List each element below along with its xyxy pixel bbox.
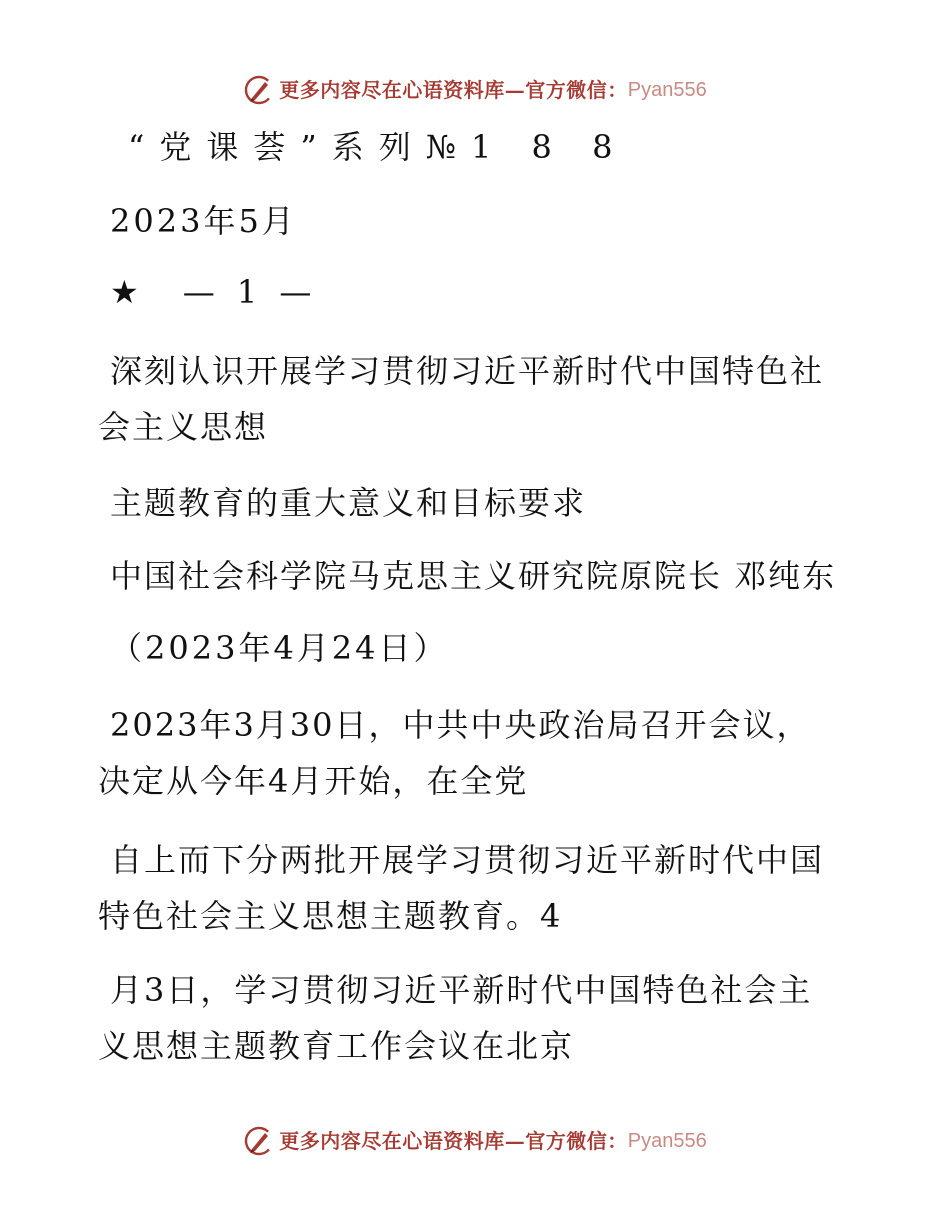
watermark-handle: Pyan556 xyxy=(627,1130,707,1152)
watermark-text: 更多内容尽在心语资料库—官方微信： xyxy=(279,78,628,102)
quill-pen-circle-icon xyxy=(243,1125,275,1157)
header-watermark xyxy=(0,74,950,106)
paragraph-1: 2023年3月30日，中共中央政治局召开会议，决定从今年4月开始，在全党 xyxy=(98,706,811,800)
watermark-handle: Pyan556 xyxy=(627,79,707,101)
article-author-date: （2023年4月24日） xyxy=(110,629,449,667)
series-title: “党课荟”系列№1 8 8 xyxy=(128,128,628,166)
document-date: 2023年5月 xyxy=(110,202,297,240)
article-author: 中国社会科学院马克思主义研究院原院长 邓纯东 xyxy=(110,557,837,595)
article-title: 深刻认识开展学习贯彻习近平新时代中国特色社会主义思想 xyxy=(98,352,825,446)
page-marker: ★ — 1 — xyxy=(110,273,318,311)
paragraph-3: 月3日，学习贯彻习近平新时代中国特色社会主义思想主题教育工作会议在北京 xyxy=(98,971,813,1065)
quill-pen-circle-icon xyxy=(243,74,275,106)
footer-watermark xyxy=(0,1125,950,1157)
paragraph-2: 自上而下分两批开展学习贯彻习近平新时代中国特色社会主义思想主题教育。4 xyxy=(98,841,825,935)
article-subtitle: 主题教育的重大意义和目标要求 xyxy=(110,484,587,522)
watermark-text: 更多内容尽在心语资料库—官方微信： xyxy=(279,1129,628,1153)
